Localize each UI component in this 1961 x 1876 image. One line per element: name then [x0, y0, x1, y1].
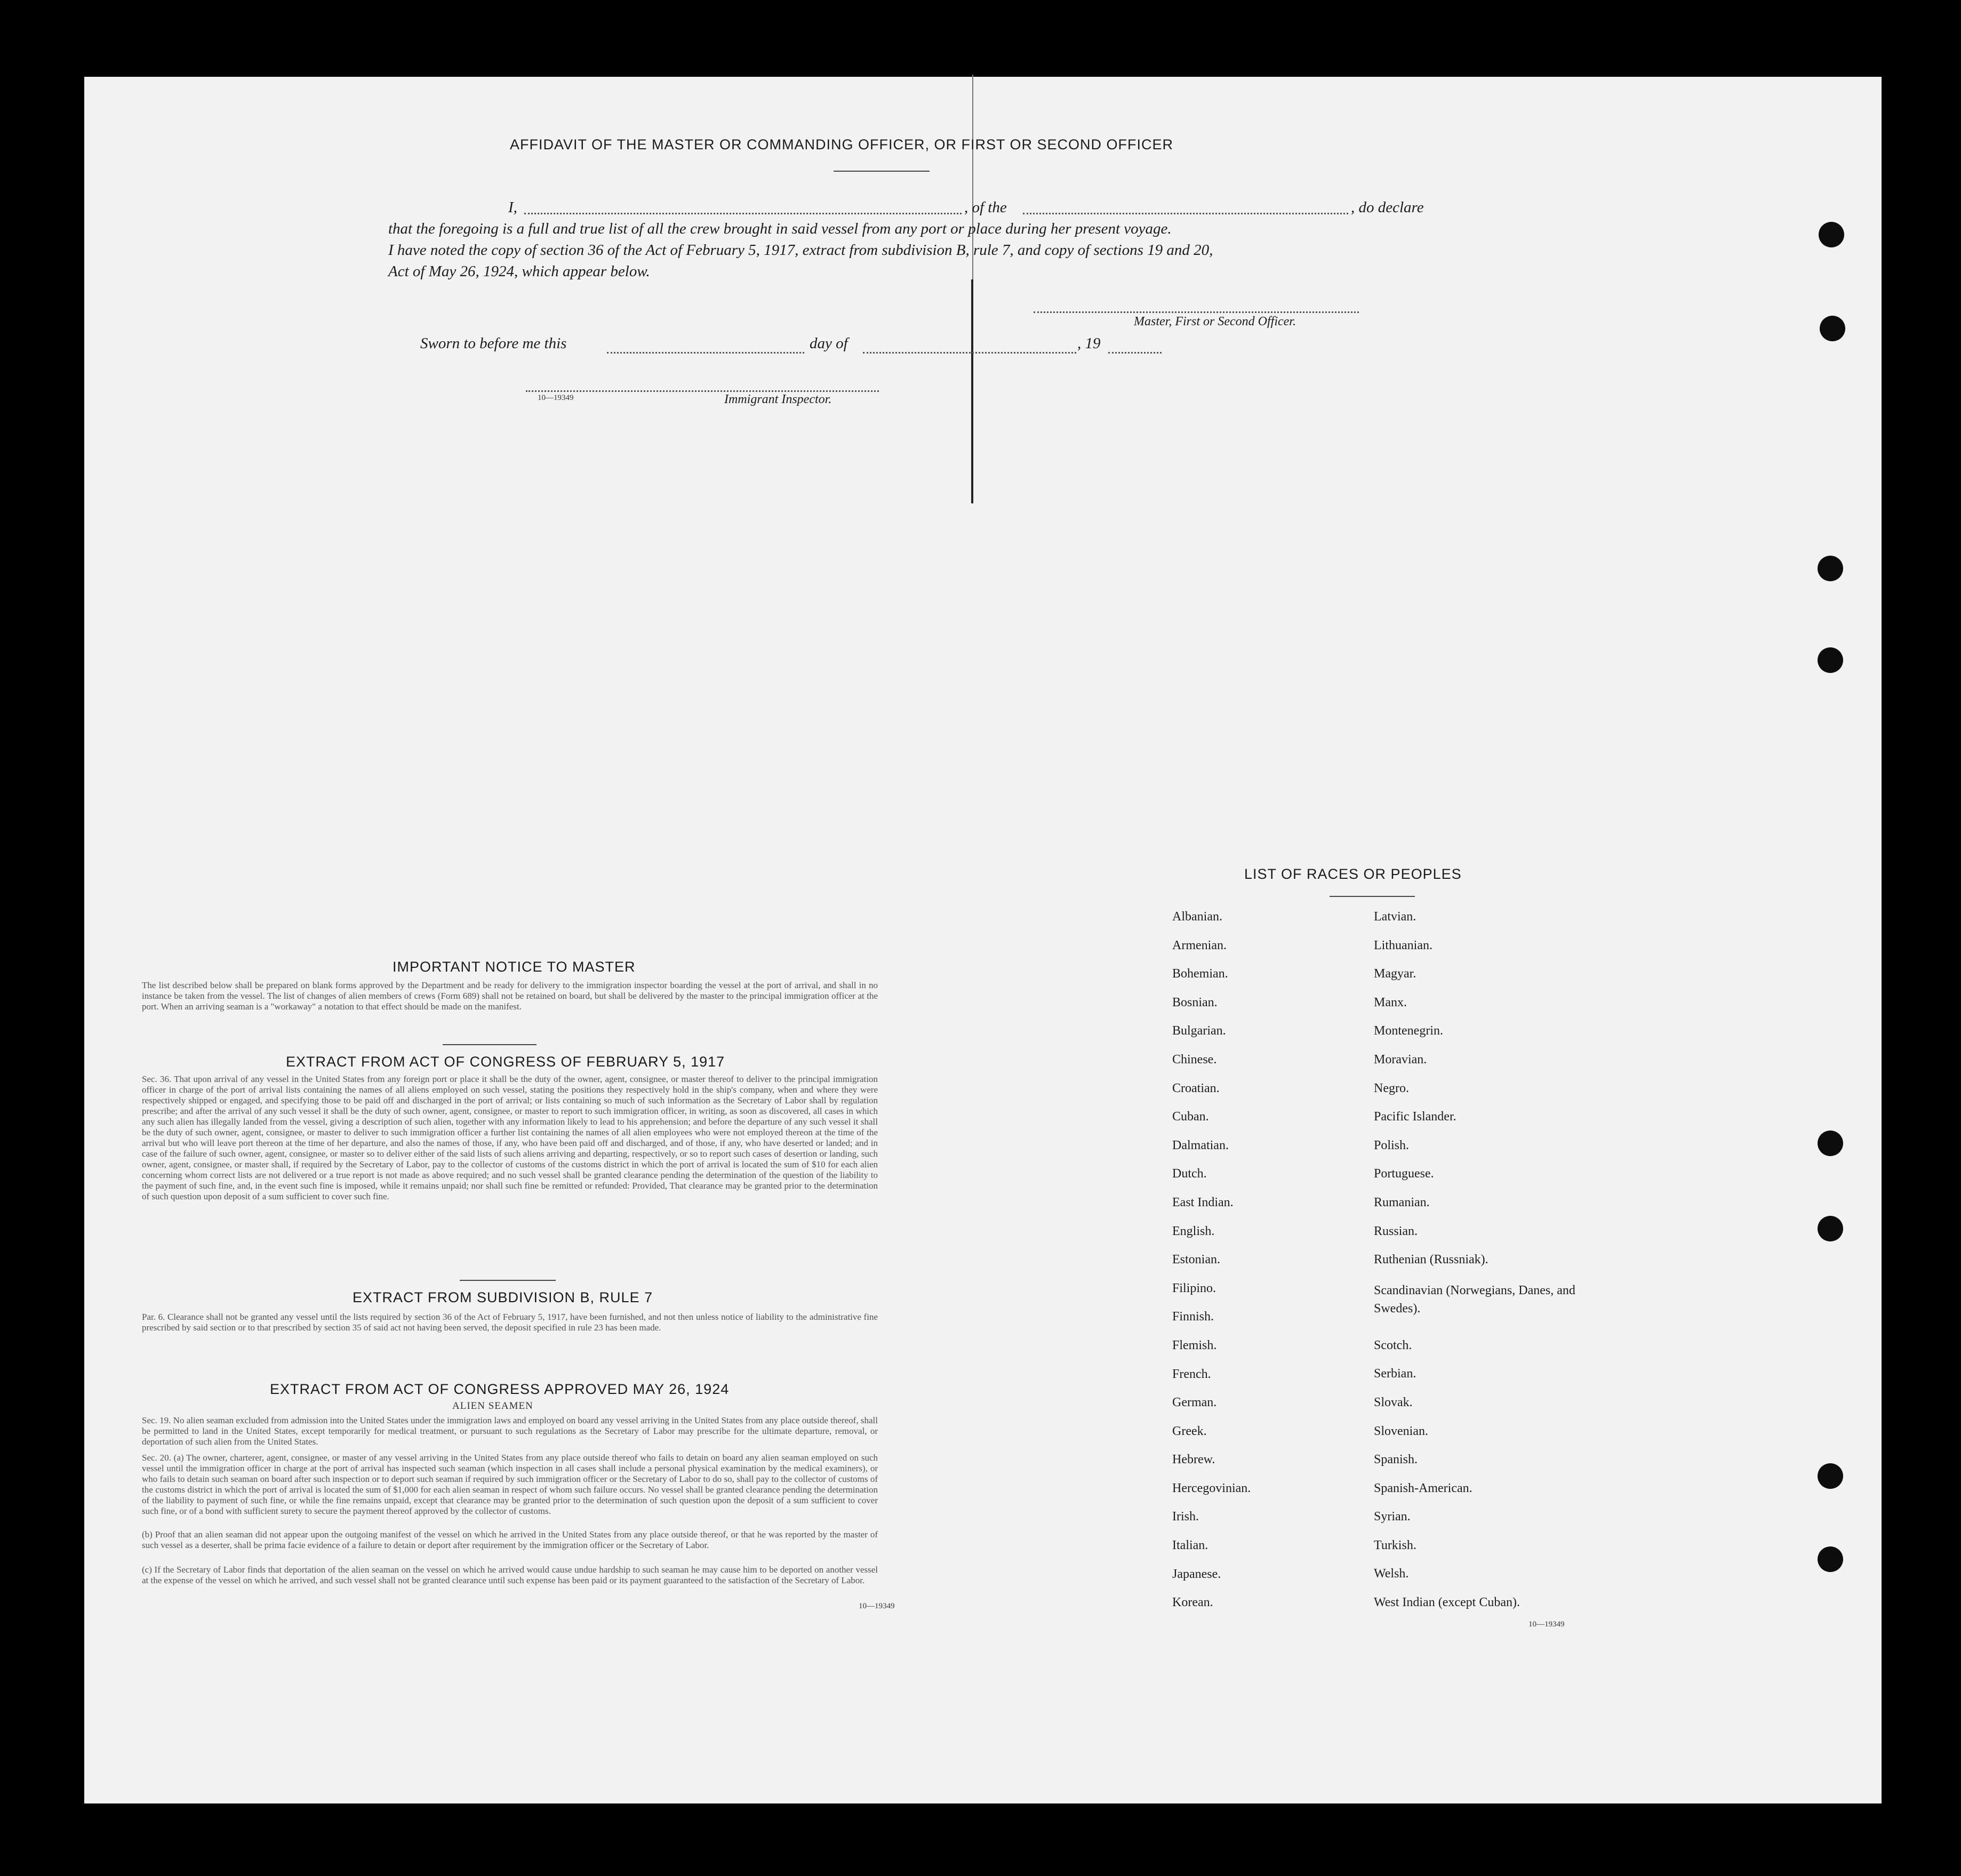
race-item: Scandinavian (Norwegians, Danes, and Swedes). — [1374, 1283, 1575, 1316]
race-item: Armenian. — [1172, 938, 1227, 952]
race-item: East Indian. — [1172, 1195, 1234, 1209]
extract-1924-sec19: Sec. 19. No alien seaman excluded from admission into the United States under the immigration laws and employed on board any vessel arriving in the United States from any place outside thereof, shall be permitted to land in the United States, except temporarily for medical treatment, or pursuant to such regulations as the Secretary of Labor may prescribe for the ultimate departure, removal, or deportation of such alien from the United States. — [142, 1415, 878, 1447]
punch-hole — [1818, 647, 1843, 673]
races-right-column — [1374, 910, 1576, 1624]
affidavit-form-number: 10—19349 — [538, 394, 574, 402]
race-item: Cuban. — [1172, 1110, 1209, 1124]
race-item: Moravian. — [1374, 1052, 1427, 1067]
race-item: French. — [1172, 1367, 1211, 1381]
race-item: Hercegovinian. — [1172, 1481, 1251, 1495]
affidavit-i-label: I, — [508, 199, 517, 216]
race-item: Turkish. — [1374, 1538, 1416, 1552]
punch-hole — [1820, 316, 1845, 341]
race-item: Croatian. — [1172, 1081, 1220, 1095]
affidavit-line-2: that the foregoing is a full and true list of all the crew brought in said vessel from any port or place during her present voyage. — [388, 220, 1172, 237]
affidavit-line-3: I have noted the copy of section 36 of the Act of February 5, 1917, extract from subdivision B, rule 7, and copy of sections 19 and 20, — [388, 242, 1213, 259]
punch-hole — [1818, 1546, 1843, 1572]
races-title-rule — [1330, 896, 1415, 897]
race-item: Flemish. — [1172, 1338, 1217, 1352]
extract-1924-sec20c: (c) If the Secretary of Labor finds that deportation of the alien seaman on the vessel on which he arrived would cause undue hardship to such seaman he may cause him to be deported on another vessel at the expense of the vessel on which he arrived, and such vessel shall not be granted clearance until such expense has been paid or its payment guaranteed to the satisfaction of the Secretary of Labor. — [142, 1565, 878, 1585]
race-item: Dutch. — [1172, 1167, 1207, 1181]
signature-label: Master, First or Second Officer. — [1134, 315, 1296, 328]
affidavit-of-the: , of the — [964, 199, 1007, 216]
fold-crease — [971, 279, 973, 503]
race-item: Korean. — [1172, 1596, 1213, 1610]
sworn-year-prefix: , 19 — [1077, 335, 1101, 352]
race-item: Bulgarian. — [1172, 1024, 1226, 1038]
race-item: Lithuanian. — [1374, 938, 1432, 952]
race-item: Montenegrin. — [1374, 1024, 1443, 1038]
race-item: Scotch. — [1374, 1338, 1412, 1352]
punch-hole — [1818, 1131, 1843, 1156]
notice-text: The list described below shall be prepared on blank forms approved by the Department and be ready for delivery to the immigration inspector boarding the vessel at the port of arrival, and shall in no instance be taken from the vessel. The list of changes of alien members of crews (Form 689) shall not be retained on board, but shall be delivered by the master to the principal immigration officer at the port. When an arriving seaman is a "workaway" a notation to that effect should be made on the manifest. — [142, 980, 878, 1012]
race-item: Ruthenian (Russniak). — [1374, 1253, 1488, 1267]
race-item: Hebrew. — [1172, 1453, 1215, 1467]
race-item: Slovenian. — [1374, 1424, 1428, 1438]
signature-line[interactable] — [1034, 311, 1359, 313]
vessel-field-line[interactable] — [1023, 213, 1348, 214]
extract-rule7-text: Par. 6. Clearance shall not be granted any vessel until the lists required by section 36 of the Act of February 5, 1917, have been furnished, and not then unless notice of liability to the administrative fine prescribed by said section or to that prescribed by section 35 of said act not having been served, the deposit specified in rule 23 has been made. — [142, 1312, 878, 1333]
extract-1917-rule — [460, 1280, 556, 1281]
name-field-line[interactable] — [524, 213, 962, 214]
sworn-day-field[interactable] — [607, 352, 804, 354]
race-item: Serbian. — [1374, 1367, 1416, 1381]
race-item: Bohemian. — [1172, 967, 1228, 981]
punch-hole — [1818, 1463, 1843, 1489]
sworn-label: Sworn to before me this — [420, 335, 567, 352]
affidavit-title: AFFIDAVIT OF THE MASTER OR COMMANDING OFFICER, OR FIRST OR SECOND OFFICER — [510, 137, 1174, 153]
affidavit-title-rule — [834, 171, 930, 172]
races-form-number: 10—19349 — [1528, 1620, 1565, 1629]
race-item: West Indian (except Cuban). — [1374, 1596, 1520, 1610]
race-item: Albanian. — [1172, 910, 1222, 924]
race-item: Portuguese. — [1374, 1167, 1434, 1181]
race-item: Slovak. — [1374, 1395, 1413, 1409]
race-item: Welsh. — [1374, 1567, 1409, 1581]
inspector-signature-line[interactable] — [526, 390, 879, 392]
affidavit-do-declare: , do declare — [1351, 199, 1424, 216]
extract-1924-form-number: 10—19349 — [859, 1602, 895, 1610]
sworn-line — [420, 335, 1274, 359]
race-item: Chinese. — [1172, 1052, 1217, 1067]
extract-1924-title: EXTRACT FROM ACT OF CONGRESS APPROVED MAY 26, 1924 — [270, 1381, 730, 1397]
sworn-day-of: day of — [810, 335, 848, 352]
race-item: Magyar. — [1374, 967, 1416, 981]
race-item: Greek. — [1172, 1424, 1207, 1438]
race-item: Syrian. — [1374, 1510, 1411, 1524]
race-item: English. — [1172, 1224, 1215, 1238]
race-item: Italian. — [1172, 1538, 1208, 1553]
extract-1924-sec20a: Sec. 20. (a) The owner, charterer, agent, consignee, or master of any vessel arriving in the United States from any place outside thereof who fails to detain on board any alien seaman employed on such vessel until the immigration officer in charge at the port of arrival has inspected such seaman (which inspection in all cases shall include a personal physical examination by the medical examiners), or who fails to detain such seaman on board after such inspection or to deport such seaman if required by such immigration officer or the Secretary of Labor to do so, shall pay to the collector of customs of the customs district in which the port of arrival is located the sum of $1,000 for each alien seaman in respect of whom such failure occurs. No vessel shall be granted clearance pending the determination of the liability to payment of such fine, or while the fine remains unpaid, except that clearance may be granted prior to the determination of such question upon the deposit of a sum sufficient to cover such fine, or of a bond with sufficient surety to secure the payment thereof approved by the collector of customs. — [142, 1453, 878, 1516]
race-item: Latvian. — [1374, 910, 1416, 924]
affidavit-line-4: Act of May 26, 1924, which appear below. — [388, 263, 650, 280]
race-item: Bosnian. — [1172, 995, 1218, 1009]
punch-hole — [1818, 556, 1843, 581]
race-item: Spanish-American. — [1374, 1481, 1472, 1495]
race-item: Japanese. — [1172, 1567, 1221, 1581]
race-item: Finnish. — [1172, 1310, 1214, 1324]
punch-hole — [1819, 222, 1844, 247]
notice-rule — [443, 1044, 537, 1045]
race-item: Manx. — [1374, 995, 1407, 1009]
extract-1924-subtitle: ALIEN SEAMEN — [452, 1400, 533, 1412]
race-item: Pacific Islander. — [1374, 1110, 1456, 1124]
race-item: Estonian. — [1172, 1253, 1220, 1267]
race-item: German. — [1172, 1396, 1217, 1410]
extract-rule7-title: EXTRACT FROM SUBDIVISION B, RULE 7 — [353, 1289, 653, 1305]
punch-hole — [1818, 1216, 1843, 1241]
race-item: Negro. — [1374, 1081, 1409, 1095]
sworn-month-field[interactable] — [863, 352, 1076, 354]
race-item: Rumanian. — [1374, 1195, 1430, 1209]
extract-1924-sec20b: (b) Proof that an alien seaman did not appear upon the outgoing manifest of the vessel on which he arrived in the United States from any place outside thereof, or that he was reported by the master of such vessel as a deserter, shall be prima facie evidence of a failure to detain or deport after requirement by the immigration officer or the Secretary of Labor. — [142, 1529, 878, 1550]
races-title: LIST OF RACES OR PEOPLES — [1244, 866, 1462, 882]
race-item: Russian. — [1374, 1224, 1418, 1238]
race-item: Filipino. — [1172, 1281, 1216, 1295]
affidavit-declaration — [388, 197, 1471, 282]
document-page — [84, 77, 1882, 1803]
race-item: Dalmatian. — [1172, 1138, 1229, 1152]
inspector-label: Immigrant Inspector. — [724, 392, 832, 406]
race-item: Irish. — [1172, 1510, 1199, 1524]
race-item: Polish. — [1374, 1138, 1410, 1152]
race-item: Spanish. — [1374, 1453, 1418, 1467]
extract-1917-title: EXTRACT FROM ACT OF CONGRESS OF FEBRUARY 5, 1917 — [286, 1054, 725, 1070]
races-left-column — [1172, 910, 1251, 1624]
sworn-year-field[interactable] — [1108, 352, 1162, 354]
notice-title: IMPORTANT NOTICE TO MASTER — [393, 959, 636, 975]
extract-1917-text: Sec. 36. That upon arrival of any vessel in the United States from any foreign port or place it shall be the duty of the owner, agent, consignee, or master thereof to deliver to the principal immigration officer in charge of the port of arrival lists containing the names of all aliens employed on such vessel, stating the positions they respectively hold in the ship's company, when and where they were respectively shipped or engaged, and specifying those to be paid off and discharged in the port of arrival; or lists containing so much of such information as the Secretary of Labor shall by regulation prescribe; and after the arrival of any such vessel it shall be the duty of such owner, agent, consignee, or master to report to such immigration officer, in writing, as soon as discovered, all cases in which any such alien has illegally landed from the vessel, giving a description of such alien, together with any information likely to lead to his apprehension; and before the departure of any such vessel it shall be the duty of such owner, agent, consignee, or master to deliver to such immigration officer a further list containing the names of all alien employees who were not employed thereon at the time of the arrival but who will leave port thereon at the time of her departure, and also the names of those, if any, who have been paid off and discharged, and of those, if any, who have deserted or landed; and in case of the failure of such owner, agent, consignee, or master so to deliver either of the said lists of such aliens arriving and departing, respectively, or so to report such cases of desertion or landing, such owner, agent, consignee, or master shall, if required by the Secretary of Labor, pay to the collector of customs of the customs district in which the port of arrival is located the sum of $10 for each alien concerning whom correct lists are not delivered or a true report is not made as above required; and no such vessel shall be granted clearance pending the determination of the question of the liability to the payment of such fine, and, in the event such fine is imposed, while it remains unpaid; nor shall such fine be remitted or refunded: Provided, That clearance may be granted prior to the determination of such question upon deposit of a sum sufficient to cover such fine. — [142, 1074, 878, 1201]
